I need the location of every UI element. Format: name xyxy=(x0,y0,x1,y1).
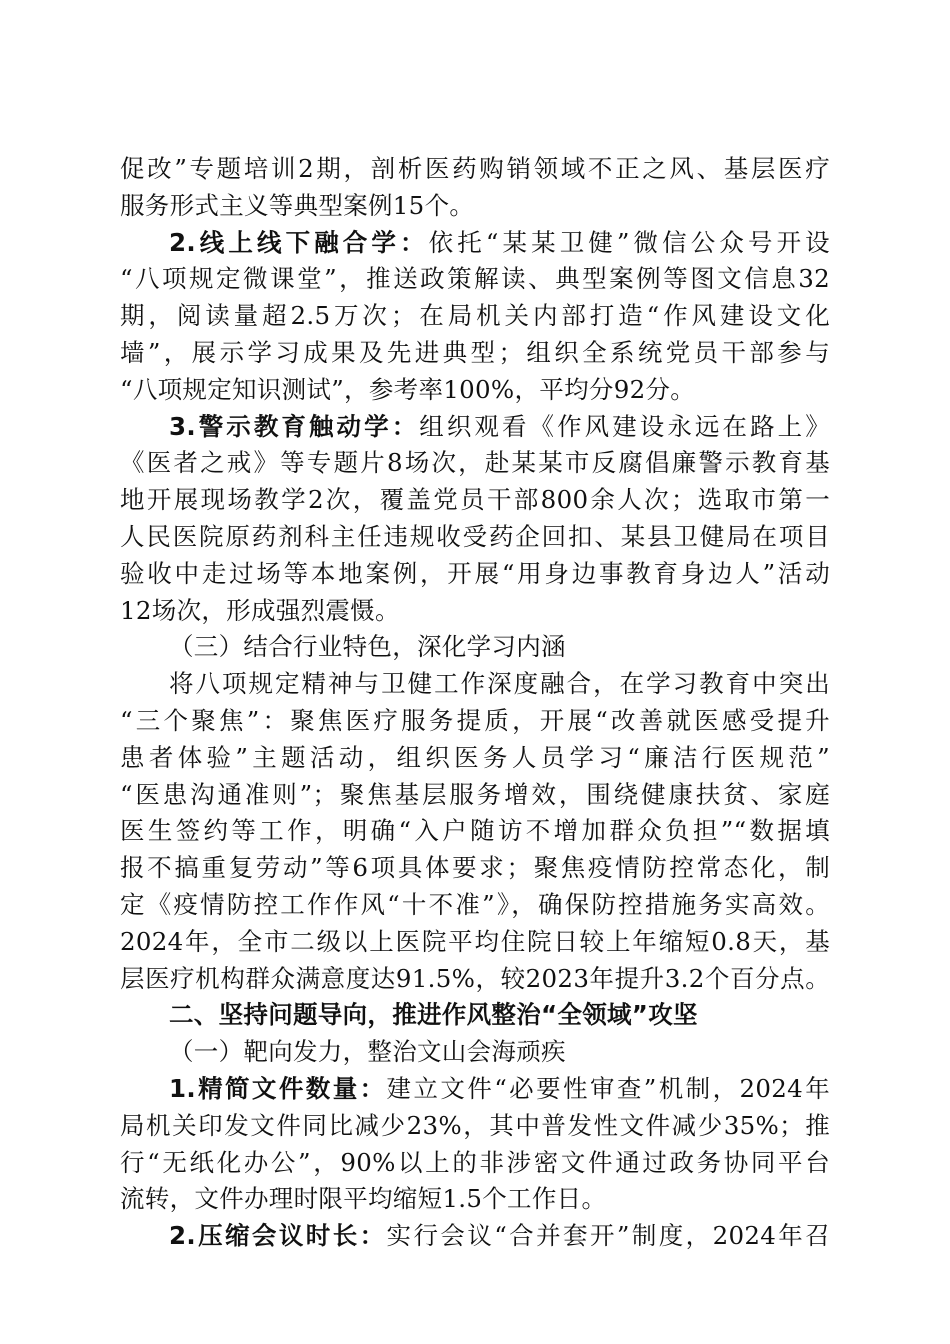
paragraph-line: “八项规定微课堂”，推送政策解读、典型案例等图文信息32 xyxy=(120,264,830,294)
paragraph-line: 患者体验”主题活动，组织医务人员学习“廉洁行医规范” xyxy=(120,742,830,772)
paragraph-line: 《医者之戒》等专题片8场次，赴某某市反腐倡廉警示教育基 xyxy=(120,448,830,478)
paragraph-line: 促改”专题培训2期，剖析医药购销领域不正之风、基层医疗 xyxy=(120,154,830,183)
paragraph-line: 服务形式主义等典型案例15个。 xyxy=(120,190,475,220)
paragraph-line xyxy=(120,225,830,262)
item-text: 建立文件“必要性审查”机制，2024年 xyxy=(386,1073,830,1103)
item-heading: 3.警示教育触动学： xyxy=(169,411,420,441)
paragraph-line xyxy=(120,409,830,446)
paragraph-line: 地开展现场教学2次，覆盖党员干部800余人次；选取市第一 xyxy=(120,485,830,515)
paragraph-line: “医患沟通准则”；聚焦基层服务增效，围绕健康扶贫、家庭 xyxy=(120,779,830,809)
paragraph-line xyxy=(120,1071,830,1108)
paragraph-line: 医生签约等工作，明确“入户随访不增加群众负担”“数据填 xyxy=(120,816,830,846)
item-text: 依托“某某卫健”微信公众号开设 xyxy=(428,227,830,257)
item-text: 实行会议“合并套开”制度，2024年召 xyxy=(386,1221,830,1251)
paragraph-line: 流转，文件办理时限平均缩短1.5个工作日。 xyxy=(120,1184,607,1214)
paragraph-line: 将八项规定精神与卫健工作深度融合，在学习教育中突出 xyxy=(169,669,830,699)
section-subheading: （三）结合行业特色，深化学习内涵 xyxy=(169,632,566,662)
paragraph-line: “八项规定知识测试”，参考率100%，平均分92分。 xyxy=(120,374,696,404)
paragraph-line: 报不搞重复劳动”等6项具体要求；聚焦疫情防控常态化，制 xyxy=(120,853,830,883)
paragraph-line: 人民医院原药剂科主任违规收受药企回扣、某县卫健局在项目 xyxy=(120,521,830,551)
paragraph-line: 行“无纸化办公”，90%以上的非涉密文件通过政务协同平台 xyxy=(120,1147,830,1177)
item-text: 组织观看《作风建设永远在路上》 xyxy=(419,411,831,441)
item-heading: 2.压缩会议时长： xyxy=(169,1221,387,1251)
paragraph-line: 2024年，全市二级以上医院平均住院日较上年缩短0.8天，基 xyxy=(120,926,830,956)
paragraph-line: 层医疗机构群众满意度达91.5%，较2023年提升3.2个百分点。 xyxy=(120,963,830,993)
paragraph-line: 12场次，形成强烈震慑。 xyxy=(120,595,400,625)
paragraph-line xyxy=(120,1218,830,1255)
item-heading: 2.线上线下融合学： xyxy=(169,227,429,257)
document-page xyxy=(120,151,830,1255)
section-subheading: （一）靶向发力，整治文山会海顽疾 xyxy=(169,1037,566,1067)
paragraph-line: 局机关印发文件同比减少23%，其中普发性文件减少35%；推 xyxy=(120,1110,830,1140)
paragraph-line: 期，阅读量超2.5万次；在局机关内部打造“作风建设文化 xyxy=(120,301,830,331)
paragraph-line: 墙”，展示学习成果及先进典型；组织全系统党员干部参与 xyxy=(120,337,830,367)
paragraph-line: 定《疫情防控工作作风“十不准”》，确保防控措施务实高效。 xyxy=(120,889,830,919)
item-heading: 1.精简文件数量： xyxy=(169,1073,387,1103)
paragraph-line: “三个聚焦”：聚焦医疗服务提质，开展“改善就医感受提升 xyxy=(120,705,830,735)
section-heading: 二、坚持问题导向，推进作风整治“全领域”攻坚 xyxy=(169,1000,698,1030)
paragraph-line: 验收中走过场等本地案例，开展“用身边事教育身边人”活动 xyxy=(120,558,830,588)
